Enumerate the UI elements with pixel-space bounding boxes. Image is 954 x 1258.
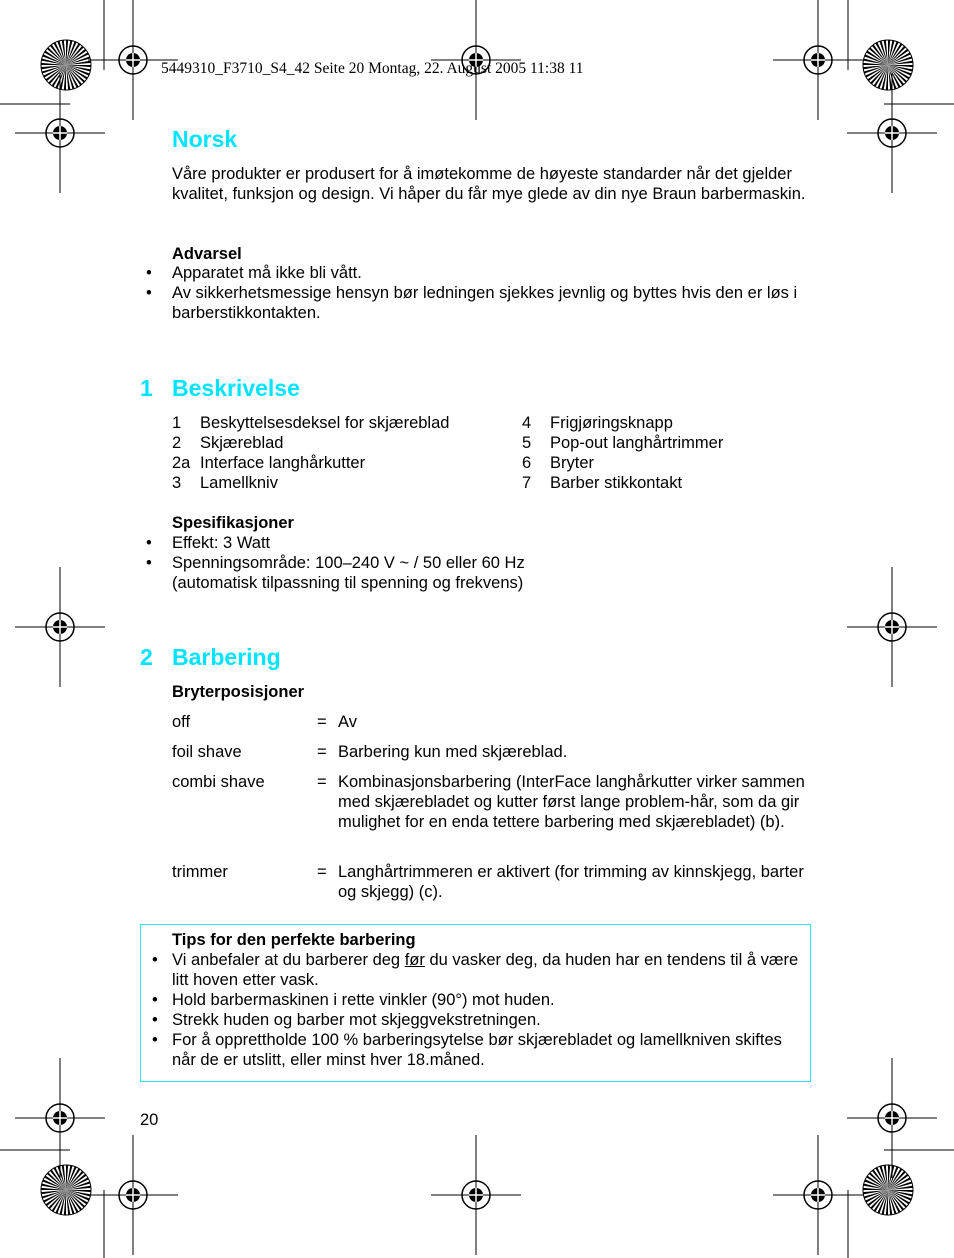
emphasis: før [404,951,425,969]
list-item: 2a Interface langhårkutter [172,454,366,472]
list-item: 5 Pop-out langhårtrimmer [522,434,724,452]
list-item: 6 Bryter [522,454,595,472]
switch-value: Av [338,713,357,731]
slug-line: 5449310_F3710_S4_42 Seite 20 Montag, 22. August 2005 11:38 11 [161,60,584,77]
list-item: • Hold barbermaskinen i rette vinkler (90°) mot huden. [152,991,555,1009]
section-title: Beskrivelse [172,375,300,401]
switch-heading: Bryterposisjoner [172,683,305,701]
list-item: • Spenningsområde: 100–240 V ~ / 50 eller 60 Hz [146,554,525,572]
switch-eq: = [317,713,327,731]
switch-value: Kombinasjonsbarbering (InterFace langhårkutter virker sammen med skjærebladet og kutter først lange problem-hår, som da gir mulighet for en enda tettere barbering med skjærebladet) (b). [338,773,805,831]
switch-value: Langhårtrimmeren er aktivert (for trimming av kinnskjegg, barter og skjegg) (c). [338,863,804,901]
switch-eq: = [317,743,327,761]
section-title: Barbering [172,644,281,670]
parts-list-left [172,413,512,493]
list-item: 2 Skjæreblad [172,434,284,452]
switch-key: off [172,713,191,731]
switch-eq: = [317,863,327,881]
spec-list [146,533,812,593]
list-item: 4 Frigjøringsknapp [522,414,673,432]
page-title: Norsk [172,126,238,152]
switch-key: trimmer [172,863,228,881]
intro-text: Våre produkter er produsert for å imøtekomme de høyeste standarder når det gjelder kvalitet, funksjon og design. Vi håper du får mye glede av din nye Braun barbermaskin. [172,165,806,203]
tips-heading: Tips for den perfekte barbering [172,931,416,949]
section-number: 1 [140,375,153,401]
tips-list [152,950,804,1070]
page-number: 20 [140,1111,159,1129]
list-item: 3 Lamellkniv [172,474,278,492]
list-item: 1 Beskyttelsesdeksel for skjæreblad [172,414,450,432]
warning-list [146,263,812,323]
section-number: 2 [140,644,153,670]
list-item: 7 Barber stikkontakt [522,474,683,492]
list-item: • Apparatet må ikke bli vått. [146,264,362,282]
switch-key: combi shave [172,773,265,791]
list-item: • Strekk huden og barber mot skjeggvekstretningen. [152,1011,541,1029]
switch-key: foil shave [172,743,242,761]
list-item-continuation: (automatisk tilpassning til spenning og frekvens) [172,574,524,592]
parts-list-right [522,413,812,493]
spec-heading: Spesifikasjoner [172,514,294,532]
switch-eq: = [317,773,327,791]
list-item: • For å opprettholde 100 % barberingsytelse bør skjærebladet og lamellkniven skiftes når de er utslitt, eller minst hver 18.måned. [152,1031,782,1069]
switch-value: Barbering kun med skjæreblad. [338,743,568,761]
list-item: • Av sikkerhetsmessige hensyn bør ledningen sjekkes jevnlig og byttes hvis den er løs i barberstikkontakten. [146,284,798,322]
list-item: • Effekt: 3 Watt [146,534,271,552]
warning-heading: Advarsel [172,245,242,263]
list-item: • Vi anbefaler at du barberer deg før du vasker deg, da huden har en tendens til å være litt hoven etter vask. [152,951,799,989]
